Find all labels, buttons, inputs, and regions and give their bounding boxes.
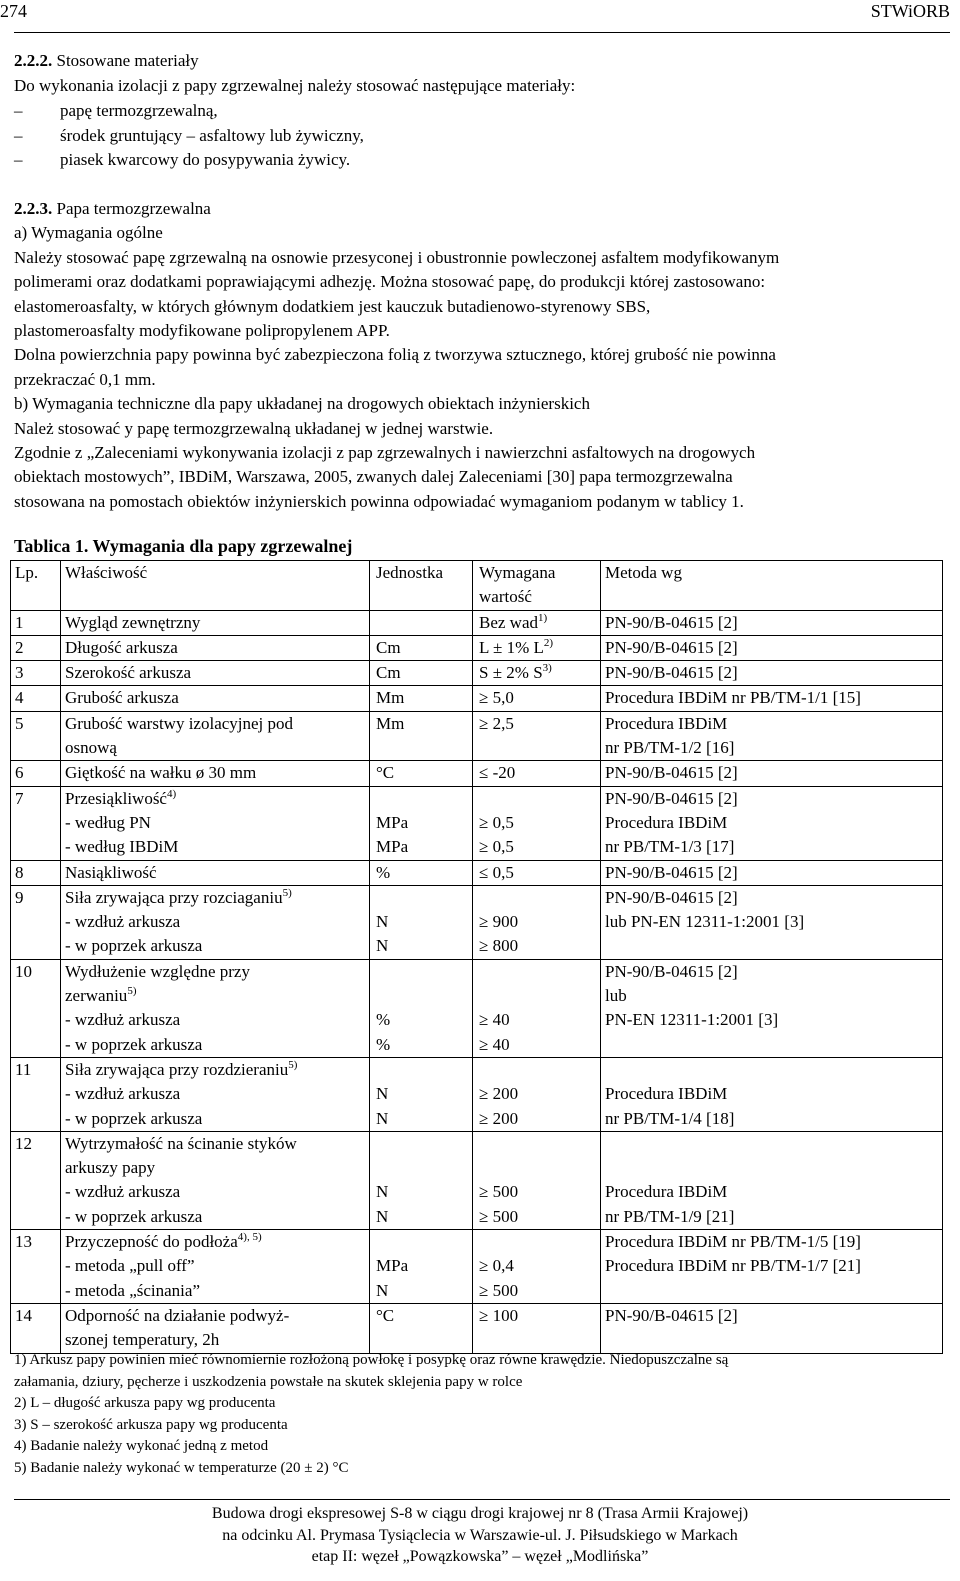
text-line: obiektach mostowych”, IBDiM, Warszawa, 2005, zwanych dalej Zaleceniami [30] papa termozgrzewalna [14, 467, 733, 487]
cell-unit: Mm [370, 711, 473, 761]
cell-unit: Cm [370, 661, 473, 686]
cell-method: PN-90/B-04615 [2] Procedura IBDiM nr PB/TM-1/3 [17] [601, 786, 943, 860]
cell-lp: 11 [11, 1057, 61, 1131]
text-line: przekraczać 0,1 mm. [14, 369, 156, 389]
section-number: 2.2.3. [14, 199, 53, 218]
page-number: 274 [0, 1, 27, 21]
header-lp: Lp. [11, 561, 61, 611]
header-required-value: Wymagana wartość [473, 561, 601, 611]
subheading-b: b) Wymagania techniczne dla papy układanej na drogowych obiektach inżynierskich [14, 394, 590, 414]
cell-method: PN-90/B-04615 [2] [601, 635, 943, 660]
paragraph-general-requirements [14, 246, 950, 344]
cell-lp: 2 [11, 635, 61, 660]
cell-property: Przyczepność do podłoża$^{4), 5)}$ - metoda „pull off” - metoda „ścinania” [61, 1230, 370, 1304]
header-method: Metoda wg [601, 561, 943, 611]
section-title: Stosowane materiały [56, 51, 199, 70]
cell-unit: N N [370, 1057, 473, 1131]
footnote: 3) S – szerokość arkusza papy wg producenta [14, 1416, 288, 1433]
footnote: załamania, dziury, pęcherze i uszkodzenia powstałe na skutek sklejenia papy w rolce [14, 1373, 523, 1390]
footnote: 4) Badanie należy wykonać jedną z metod [14, 1438, 269, 1455]
cell-method: PN-90/B-04615 [2] [601, 661, 943, 686]
list-item-text: papę termozgrzewalną, [60, 101, 218, 120]
cell-required-value: ≥ 2,5 [473, 711, 601, 761]
dash-icon: – [14, 125, 23, 145]
cell-method: PN-90/B-04615 [2] lub PN-EN 12311-1:2001 [3] [601, 885, 943, 959]
list-item-text: środek gruntujący – asfaltowy lub żywiczny, [60, 125, 364, 145]
cell-required-value: ≤ 0,5 [473, 860, 601, 885]
cell-method: PN-90/B-04615 [2] [601, 1303, 943, 1353]
cell-method: PN-90/B-04615 [2] [601, 860, 943, 885]
list-item-text: piasek kwarcowy do posypywania żywicy. [60, 150, 351, 169]
cell-unit: °C [370, 761, 473, 786]
cell-unit: MPa MPa [370, 786, 473, 860]
table-row [11, 1303, 943, 1353]
cell-unit: MPa N [370, 1230, 473, 1304]
cell-property: Szerokość arkusza [61, 661, 370, 686]
table-row [11, 959, 943, 1057]
cell-required-value: ≥ 0,5 ≥ 0,5 [473, 786, 601, 860]
header-property: Właściwość [61, 561, 370, 611]
text-line: Dolna powierzchnia papy powinna być zabezpieczona folią z tworzywa sztucznego, której grubość nie powinna [14, 345, 776, 365]
cell-unit: % % [370, 959, 473, 1057]
cell-method: Procedura IBDiM nr PB/TM-1/9 [21] [601, 1131, 943, 1229]
cell-property: Przesiąkliwość$^{4)}$ - według PN - według IBDiM [61, 786, 370, 860]
publisher-name: STWiORB [870, 1, 950, 21]
table-row [11, 860, 943, 885]
section-title: Papa termozgrzewalna [56, 199, 211, 218]
cell-unit: Cm [370, 635, 473, 660]
cell-property: Długość arkusza [61, 635, 370, 660]
paragraph-recommendations [14, 441, 950, 514]
footer-line: etap II: węzeł „Powązkowska” – węzeł „Modlińska” [311, 1548, 649, 1565]
cell-lp: 10 [11, 959, 61, 1057]
section-number: 2.2.2. [14, 51, 53, 70]
cell-required-value: ≥ 0,4 ≥ 500 [473, 1230, 601, 1304]
footnote: 5) Badanie należy wykonać w temperaturze (20 ± 2) °C [14, 1459, 349, 1476]
cell-method: PN-90/B-04615 [2] [601, 610, 943, 635]
section-222-heading [14, 49, 199, 73]
cell-method: PN-90/B-04615 [2] [601, 761, 943, 786]
cell-property: Wygląd zewnętrzny [61, 610, 370, 635]
cell-lp: 3 [11, 661, 61, 686]
dash-icon: – [14, 101, 23, 120]
cell-property: Grubość warstwy izolacyjnej pod osnową [61, 711, 370, 761]
table-row [11, 661, 943, 686]
footer-rule [14, 1499, 950, 1500]
requirements-table [10, 560, 943, 1354]
table-row [11, 885, 943, 959]
cell-lp: 7 [11, 786, 61, 860]
table-row [11, 610, 943, 635]
footer-line: na odcinku Al. Prymasa Tysiąclecia w Warszawie-ul. J. Piłsudskiego w Markach [222, 1526, 738, 1544]
cell-unit: N N [370, 885, 473, 959]
text-line: Należy stosować papę zgrzewalną na osnowie przesyconej i obustronnie powleczonej asfaltem modyfikowanym [14, 247, 780, 267]
cell-method: Procedura IBDiM nr PB/TM-1/2 [16] [601, 711, 943, 761]
table-header-row [11, 561, 943, 611]
cell-method: Procedura IBDiM nr PB/TM-1/5 [19] Procedura IBDiM nr PB/TM-1/7 [21] [601, 1230, 943, 1304]
cell-lp: 14 [11, 1303, 61, 1353]
footer-line: Budowa drogi ekspresowej S-8 w ciągu drogi krajowej nr 8 (Trasa Armii Krajowej) [211, 1505, 749, 1522]
cell-property: Siła zrywająca przy rozciaganiu$^{5)}$ - wzdłuż arkusza - w poprzek arkusza [61, 885, 370, 959]
cell-required-value: ≥ 500 ≥ 500 [473, 1131, 601, 1229]
cell-lp: 12 [11, 1131, 61, 1229]
paragraph-single-layer: Należ stosować y papę termozgrzewalną układanej w jednej warstwie. [14, 418, 494, 438]
dash-icon: – [14, 150, 23, 169]
cell-required-value: L ± 1% $L^{2)}$ [473, 635, 601, 660]
cell-method: PN-90/B-04615 [2] lub PN-EN 12311-1:2001 [3] [601, 959, 943, 1057]
page-footer [0, 1503, 960, 1568]
cell-lp: 4 [11, 686, 61, 711]
cell-method: Procedura IBDiM nr PB/TM-1/1 [15] [601, 686, 943, 711]
cell-required-value: ≥ 100 [473, 1303, 601, 1353]
cell-unit: % [370, 860, 473, 885]
text-line: plastomeroasfalty modyfikowane polipropylenem APP. [14, 321, 390, 341]
table-row [11, 786, 943, 860]
cell-property: Grubość arkusza [61, 686, 370, 711]
cell-property: Siła zrywająca przy rozdzieraniu$^{5)}$ - wzdłuż arkusza - w poprzek arkusza [61, 1057, 370, 1131]
table-body [11, 561, 943, 1354]
footnote: 1) Arkusz papy powinien mieć równomiernie rozłożoną powłokę i posypkę oraz równe krawędzie. Niedopuszczalne są [14, 1352, 729, 1368]
cell-required-value: Bez wad$^{1)}$ [473, 610, 601, 635]
text-line: elastomeroasfalty, w których głównym dodatkiem jest kauczuk butadienowo-styrenowy SBS, [14, 296, 651, 316]
cell-required-value: ≥ 5,0 [473, 686, 601, 711]
table-row [11, 686, 943, 711]
section-223-heading [14, 197, 950, 221]
table-row [11, 711, 943, 761]
subheading-a: a) Wymagania ogólne [14, 223, 163, 243]
cell-property: Odporność na działanie podwyż- szonej temperatury, 2h [61, 1303, 370, 1353]
cell-lp: 1 [11, 610, 61, 635]
footnote: 2) L – długość arkusza papy wg producenta [14, 1395, 276, 1412]
cell-property: Nasiąkliwość [61, 860, 370, 885]
cell-property: Wytrzymałość na ścinanie styków arkuszy papy - wzdłuż arkusza - w poprzek arkusza [61, 1131, 370, 1229]
cell-required-value: ≥ 900 ≥ 800 [473, 885, 601, 959]
cell-lp: 8 [11, 860, 61, 885]
table-title: Tablica 1. Wymagania dla papy zgrzewalnej [14, 536, 353, 556]
table-row [11, 635, 943, 660]
table-row [11, 1057, 943, 1131]
cell-unit: N N [370, 1131, 473, 1229]
section-223 [14, 197, 950, 514]
cell-unit: Mm [370, 686, 473, 711]
cell-lp: 6 [11, 761, 61, 786]
cell-property: Giętkość na wałku ø 30 mm [61, 761, 370, 786]
table-row [11, 761, 943, 786]
table-row [11, 1131, 943, 1229]
cell-required-value: ≥ 200 ≥ 200 [473, 1057, 601, 1131]
cell-unit: °C [370, 1303, 473, 1353]
text-line: polimerami oraz dodatkami poprawiającymi adhezję. Można stosować papę, do produkcji której zastosowano: [14, 272, 766, 292]
cell-property: Wydłużenie względne przy zerwaniu$^{5)}$ - wzdłuż arkusza - w poprzek arkusza [61, 959, 370, 1057]
cell-unit [370, 610, 473, 635]
header-unit: Jednostka [370, 561, 473, 611]
cell-required-value: ≥ 40 ≥ 40 [473, 959, 601, 1057]
text-line: stosowana na pomostach obiektów inżynierskich powinna odpowiadać wymaganiom podanym w tablicy 1. [14, 491, 744, 511]
footnotes [14, 1350, 950, 1480]
cell-lp: 9 [11, 885, 61, 959]
table-row [11, 1230, 943, 1304]
cell-method: Procedura IBDiM nr PB/TM-1/4 [18] [601, 1057, 943, 1131]
header-rule [14, 32, 950, 33]
cell-required-value: ≤ -20 [473, 761, 601, 786]
cell-lp: 13 [11, 1230, 61, 1304]
cell-lp: 5 [11, 711, 61, 761]
text-line: Zgodnie z „Zaleceniami wykonywania izolacji z pap zgrzewalnych i nawierzchni asfaltowych na drogowych [14, 443, 756, 463]
section-222-intro: Do wykonania izolacji z papy zgrzewalnej należy stosować następujące materiały: [14, 76, 576, 95]
cell-required-value: S ± 2% $S^{3)}$ [473, 661, 601, 686]
paragraph-bottom-surface [14, 343, 950, 392]
